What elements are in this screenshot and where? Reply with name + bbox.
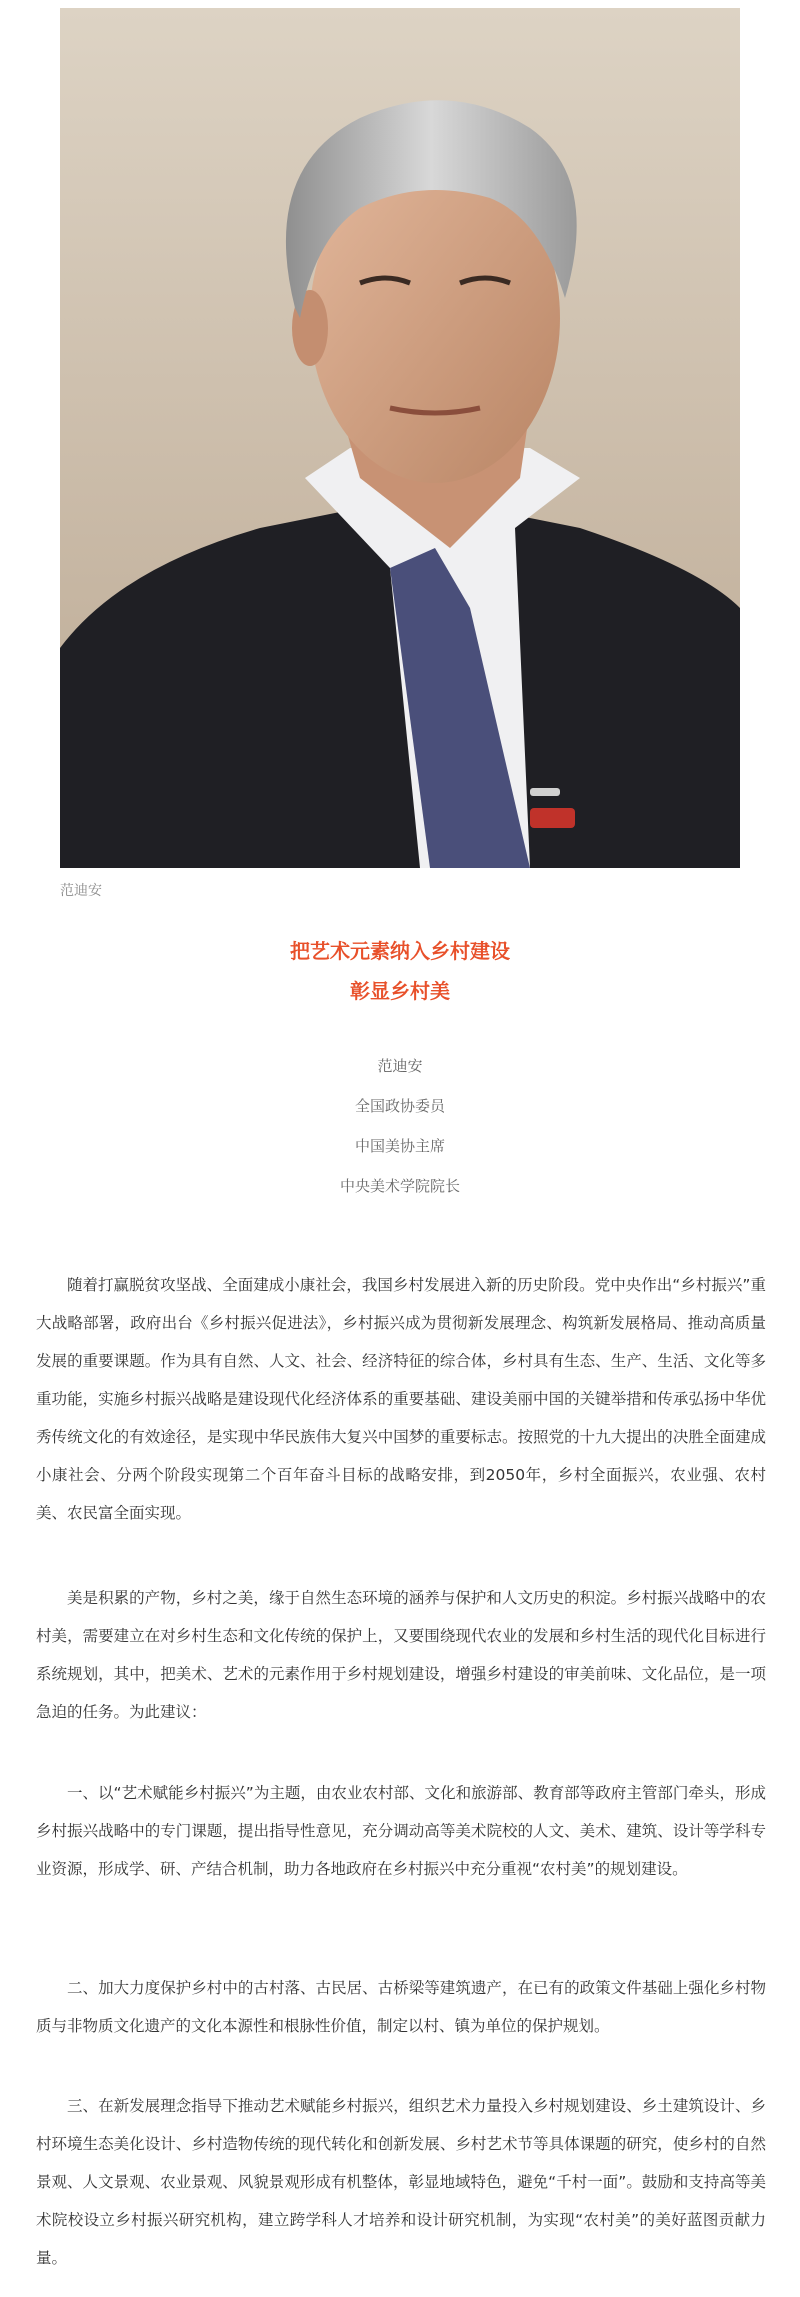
photo-caption: 范迪安 (60, 883, 102, 899)
author-role-2: 中国美协主席 (354, 1137, 445, 1155)
paragraph-1: 随着打赢脱贫攻坚战、全面建成小康社会，我国乡村发展进入新的历史阶段。党中央作出“乡村振兴”重大战略部署，政府出台《乡村振兴促进法》，乡村振兴成为贯彻新发展理念、构筑新发展格局、推动高质量发展的重要课题。作为具有自然、人文、社会、经济特征的综合体，乡村具有生态、生产、生活、文化等多重功能，实施乡村振兴战略是建设现代化经济体系的重要基础、建设美丽中国的关键举措和传承弘扬中华优秀传统文化的有效途径，是实现中华民族伟大复兴中国梦的重要标志。按照党的十九大提出的决胜全面建成小康社会、分两个阶段实现第二个百年奋斗目标的战略安排，到2050年，乡村全面振兴，农业强、农村美、农民富全面实现。 (36, 1276, 766, 1522)
paragraph-2: 美是积累的产物，乡村之美，缘于自然生态环境的涵养与保护和人文历史的积淀。乡村振兴战略中的农村美，需要建立在对乡村生态和文化传统的保护上，又要围绕现代农业的发展和乡村生活的现代化目标进行系统规划，其中，把美术、艺术的元素作用于乡村规划建设，增强乡村建设的审美前味、文化品位，是一项急迫的任务。为此建议： (36, 1589, 766, 1721)
paragraph-5: 三、在新发展理念指导下推动艺术赋能乡村振兴，组织艺术力量投入乡村规划建设、乡土建筑设计、乡村环境生态美化设计、乡村造物传统的现代转化和创新发展、乡村艺术节等具体课题的研究，使乡村的自然景观、人文景观、农业景观、风貌景观形成有机整体，彰显地域特色，避免“千村一面”。鼓励和支持高等美术院校设立乡村振兴研究机构，建立跨学科人才培养和设计研究机制，为实现“农村美”的美好蓝图贡献力量。 (36, 2097, 766, 2267)
author-role-3: 中央美术学院院长 (339, 1177, 460, 1195)
portrait-photo (60, 8, 740, 868)
article-title-line1: 把艺术元素纳入乡村建设 (290, 939, 510, 963)
article-title-line2: 彰显乡村美 (350, 979, 450, 1003)
author-name: 范迪安 (377, 1057, 423, 1075)
portrait-illustration (60, 8, 740, 868)
author-role-1: 全国政协委员 (354, 1097, 445, 1115)
paragraph-4: 二、加大力度保护乡村中的古村落、古民居、古桥梁等建筑遗产，在已有的政策文件基础上强化乡村物质与非物质文化遗产的文化本源性和根脉性价值，制定以村、镇为单位的保护规划。 (36, 1979, 766, 2035)
paragraph-3: 一、以“艺术赋能乡村振兴”为主题，由农业农村部、文化和旅游部、教育部等政府主管部门牵头，形成乡村振兴战略中的专门课题，提出指导性意见，充分调动高等美术院校的人文、美术、建筑、设计等学科专业资源，形成学、研、产结合机制，助力各地政府在乡村振兴中充分重视“农村美”的规划建设。 (36, 1784, 766, 1878)
